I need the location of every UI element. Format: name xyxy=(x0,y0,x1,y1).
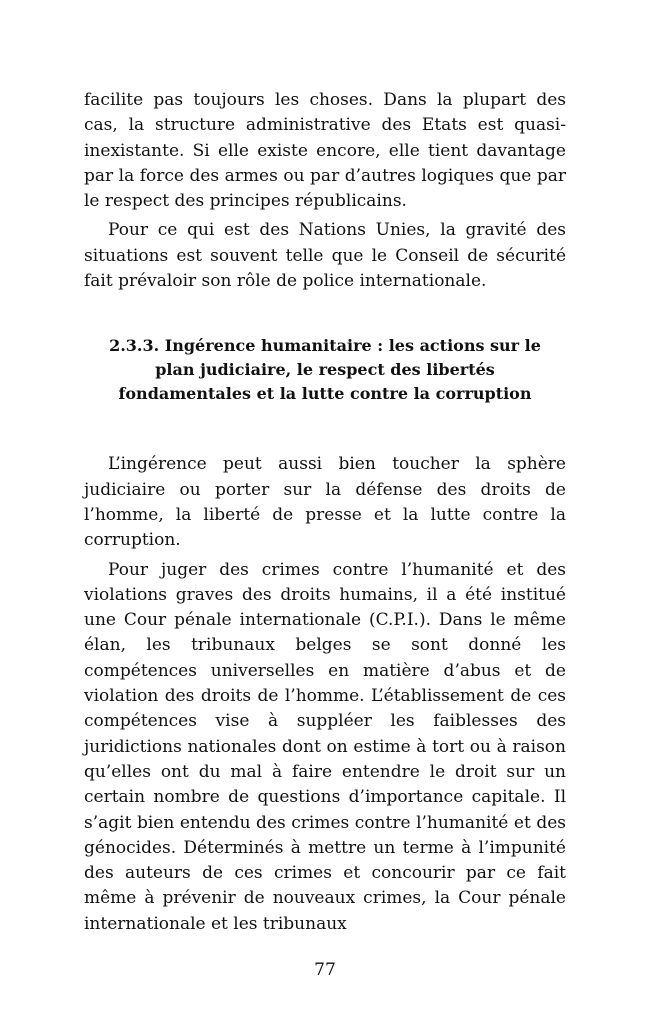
paragraph-ingerence: L’ingérence peut aussi bien toucher la sphère judiciaire ou porter sur la défense des droits de l’homme, la liberté de presse et la lutte contre la corruption. xyxy=(84,454,566,551)
section-heading: 2.3.3. Ingérence humanitaire : les actions sur le plan judiciaire, le respect des libertés fondamentales et la lutte contre la corruption xyxy=(109,336,541,404)
paragraph-nations-unies: Pour ce qui est des Nations Unies, la gravité des situations est souvent telle que le Conseil de sécurité fait prévaloir son rôle de police internationale. xyxy=(84,220,566,292)
page-number: 77 xyxy=(314,960,336,980)
page-content xyxy=(84,88,566,937)
paragraph-continuation: facilite pas toujours les choses. Dans la plupart des cas, la structure administrative des Etats est quasi-inexistante. Si elle existe encore, elle tient davantage par la force des armes ou par d’autres logiques que par le respect des principes républicains. xyxy=(84,90,566,212)
paragraph-cour-penale: Pour juger des crimes contre l’humanité et des violations graves des droits humains, il a été institué une Cour pénale internationale (C.P.I.). Dans le même élan, les tribunaux belges se sont donné les compétences universelles en matière d’abus et de violation des droits de l’homme. L’établissement de ces compétences vise à suppléer les faiblesses des juridictions nationales dont on estime à tort ou à raison qu’elles ont du mal à faire entendre le droit sur un certain nombre de questions d’importance capitale. Il s’agit bien entendu des crimes contre l’humanité et des génocides. Déterminés à mettre un terme à l’impunité des auteurs de ces crimes et concourir par ce fait même à prévenir de nouveaux crimes, la Cour pénale internationale et les tribunaux xyxy=(84,559,566,934)
